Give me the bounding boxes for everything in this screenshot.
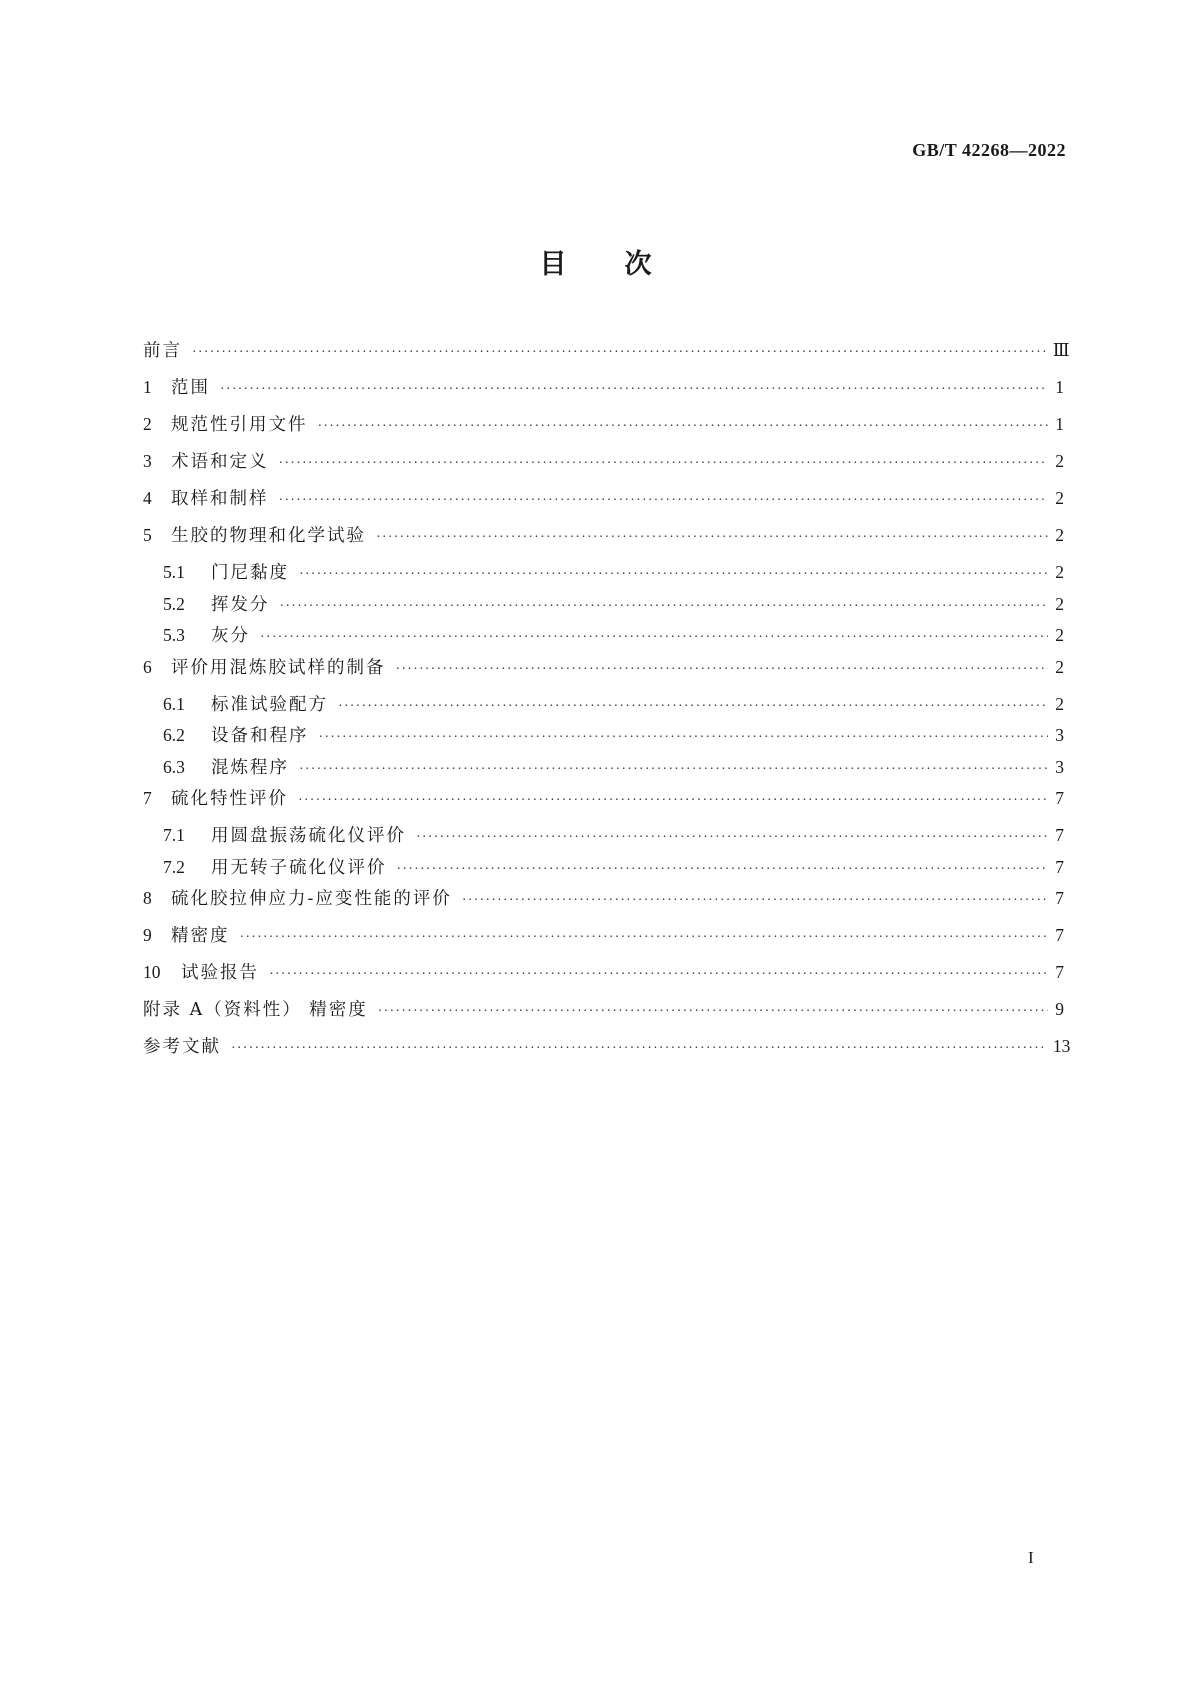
table-of-contents xyxy=(143,338,1071,1071)
toc-entry-6-2[interactable] xyxy=(143,723,1064,755)
toc-entry-number: 5.2 xyxy=(163,593,185,614)
toc-entry-label: 范围 xyxy=(171,378,210,398)
toc-leader-dots xyxy=(378,1000,1048,1024)
toc-entry-page: 13 xyxy=(1052,1036,1071,1056)
toc-entry-6-1[interactable] xyxy=(143,692,1064,724)
toc-entry-label: 门尼黏度 xyxy=(211,563,289,583)
toc-entry-6[interactable] xyxy=(143,655,1064,692)
toc-entry-7-2[interactable] xyxy=(143,855,1064,887)
toc-entry-number: 9 xyxy=(143,925,152,945)
toc-entry-label: 生胶的物理和化学试验 xyxy=(171,526,366,546)
toc-entry-page: Ⅲ xyxy=(1052,340,1070,360)
toc-leader-dots xyxy=(462,889,1048,913)
toc-entry-1[interactable] xyxy=(143,375,1064,412)
toc-leader-dots xyxy=(299,563,1048,587)
toc-entry-number: 6.1 xyxy=(163,693,185,714)
toc-leader-dots xyxy=(338,695,1048,719)
toc-entry-number: 5.1 xyxy=(163,562,185,582)
toc-entry-5[interactable] xyxy=(143,523,1064,560)
toc-leader-dots xyxy=(299,758,1048,782)
toc-entry-number: 7.2 xyxy=(163,856,185,877)
toc-leader-dots xyxy=(376,526,1048,550)
toc-leader-dots xyxy=(192,341,1047,365)
toc-entry-number: 6.3 xyxy=(163,756,185,777)
toc-entry-6-3[interactable] xyxy=(143,755,1064,787)
toc-entry-label: 混炼程序 xyxy=(211,757,289,778)
toc-entry-number: 4 xyxy=(143,488,152,508)
toc-entry-7[interactable] xyxy=(143,786,1064,823)
toc-entry-number: 7 xyxy=(143,788,152,808)
standard-code: GB/T 42268—2022 xyxy=(912,140,1066,160)
toc-entry-number: 6.2 xyxy=(163,725,185,745)
toc-leader-dots xyxy=(318,415,1049,439)
toc-entry-page: 2 xyxy=(1055,625,1064,645)
toc-entry-label: 设备和程序 xyxy=(211,726,309,746)
toc-entry-number: 5 xyxy=(143,525,152,545)
toc-entry-page: 1 xyxy=(1055,377,1064,397)
toc-entry-5-3[interactable] xyxy=(143,623,1064,655)
toc-leader-dots xyxy=(220,378,1048,402)
toc-leader-dots xyxy=(240,926,1049,950)
toc-entry-page: 3 xyxy=(1055,725,1064,745)
toc-entry-number: 7.1 xyxy=(163,825,185,845)
toc-leader-dots xyxy=(319,726,1049,750)
toc-entry-page: 1 xyxy=(1055,414,1064,434)
toc-entry-number: 3 xyxy=(143,451,152,471)
toc-leader-dots xyxy=(279,489,1049,513)
toc-entry-references[interactable] xyxy=(143,1034,1071,1071)
toc-leader-dots xyxy=(280,595,1049,619)
toc-entry-label: 挥发分 xyxy=(211,594,270,615)
toc-entry-page: 3 xyxy=(1055,756,1064,777)
toc-leader-dots xyxy=(298,789,1048,813)
toc-entry-page: 7 xyxy=(1055,962,1064,982)
toc-entry-label: 附录 A（资料性） 精密度 xyxy=(143,1000,368,1020)
toc-entry-number: 5.3 xyxy=(163,625,185,645)
toc-entry-page: 2 xyxy=(1055,562,1064,582)
toc-entry-number: 8 xyxy=(143,888,152,908)
toc-entry-page: 2 xyxy=(1055,593,1064,614)
toc-entry-label: 前言 xyxy=(143,341,182,361)
toc-entry-preface[interactable] xyxy=(143,338,1070,375)
toc-entry-label: 用无转子硫化仪评价 xyxy=(211,857,387,878)
toc-leader-dots xyxy=(397,858,1049,882)
toc-leader-dots xyxy=(231,1037,1047,1061)
toc-entry-label: 用圆盘振荡硫化仪评价 xyxy=(211,826,406,846)
toc-leader-dots xyxy=(279,452,1049,476)
toc-entry-page: 2 xyxy=(1055,451,1064,471)
toc-entry-page: 7 xyxy=(1055,825,1064,845)
toc-entry-8[interactable] xyxy=(143,886,1064,923)
toc-entry-page: 7 xyxy=(1055,888,1064,908)
toc-entry-page: 2 xyxy=(1055,656,1064,677)
toc-entry-label: 参考文献 xyxy=(143,1037,221,1057)
toc-entry-page: 7 xyxy=(1055,856,1064,877)
toc-entry-5-2[interactable] xyxy=(143,592,1064,624)
toc-entry-number: 6 xyxy=(143,656,152,677)
toc-entry-label: 精密度 xyxy=(171,926,230,946)
toc-entry-3[interactable] xyxy=(143,449,1064,486)
toc-entry-appendix-a[interactable] xyxy=(143,997,1064,1034)
toc-entry-page: 2 xyxy=(1055,488,1064,508)
toc-entry-label: 规范性引用文件 xyxy=(171,415,308,435)
toc-entry-page: 2 xyxy=(1055,525,1064,545)
toc-leader-dots xyxy=(260,626,1048,650)
toc-entry-page: 9 xyxy=(1055,999,1064,1019)
toc-entry-label: 试验报告 xyxy=(181,963,259,983)
toc-entry-9[interactable] xyxy=(143,923,1064,960)
toc-entry-label: 取样和制样 xyxy=(171,489,269,509)
toc-entry-number: 10 xyxy=(143,962,161,982)
toc-leader-dots xyxy=(269,963,1048,987)
toc-entry-label: 术语和定义 xyxy=(171,452,269,472)
toc-entry-page: 7 xyxy=(1055,925,1064,945)
toc-entry-label: 标准试验配方 xyxy=(211,694,328,715)
toc-entry-label: 硫化胶拉伸应力-应变性能的评价 xyxy=(171,889,452,909)
toc-title: 目次 xyxy=(539,249,710,280)
toc-entry-4[interactable] xyxy=(143,486,1064,523)
toc-entry-label: 评价用混炼胶试样的制备 xyxy=(171,657,386,678)
toc-entry-page: 7 xyxy=(1055,788,1064,808)
toc-entry-10[interactable] xyxy=(143,960,1064,997)
toc-entry-label: 灰分 xyxy=(211,626,250,646)
toc-entry-7-1[interactable] xyxy=(143,823,1064,855)
toc-entry-5-1[interactable] xyxy=(143,560,1064,592)
page-number: I xyxy=(1028,1548,1034,1567)
toc-entry-2[interactable] xyxy=(143,412,1064,449)
toc-entry-page: 2 xyxy=(1055,693,1064,714)
toc-entry-number: 1 xyxy=(143,377,152,397)
toc-leader-dots xyxy=(396,658,1049,682)
toc-leader-dots xyxy=(416,826,1048,850)
toc-entry-label: 硫化特性评价 xyxy=(171,789,288,809)
toc-entry-number: 2 xyxy=(143,414,152,434)
